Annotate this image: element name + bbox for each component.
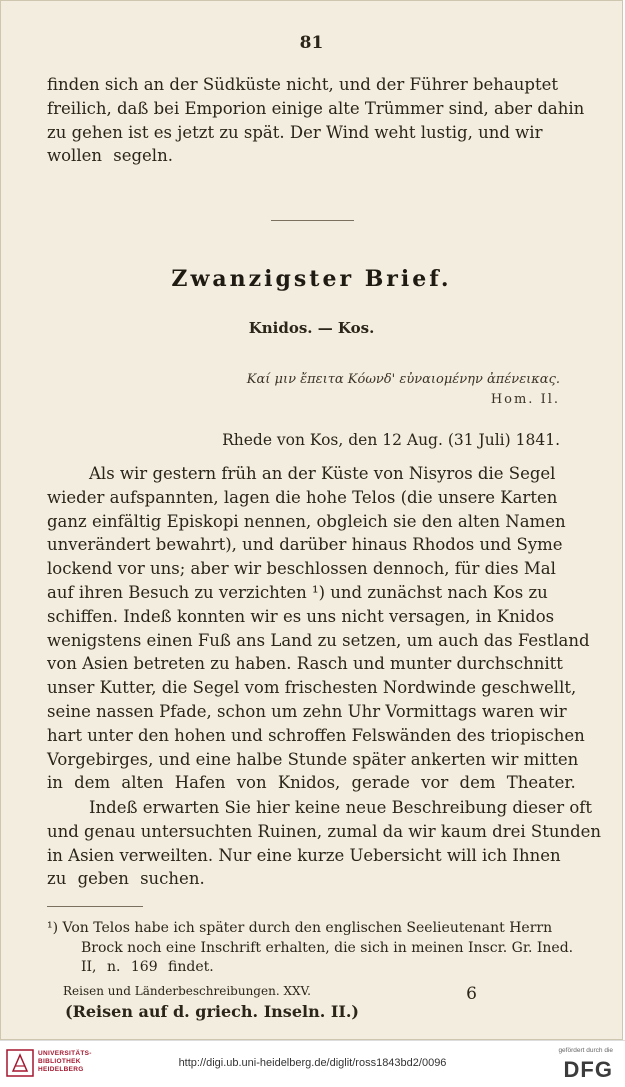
text-line: lockend vor uns; aber wir beschlossen dennoch, für dies Mal — [47, 559, 556, 579]
text-line: freilich, daß bei Emporion einige alte Trümmer sind, aber dahin — [47, 98, 585, 118]
text-line: unverändert bewahrt), und darüber hinaus Rhodos und Syme — [47, 535, 563, 555]
dateline: Rhede von Kos, den 12 Aug. (31 Juli) 1841. — [222, 431, 560, 449]
funded-by-label: gefördert durch die — [558, 1047, 613, 1054]
opening-text — [47, 73, 585, 168]
institution-line: UNIVERSITÄTS- — [38, 1050, 92, 1057]
paragraph-1 — [47, 462, 590, 795]
text-line: auf ihren Besuch zu verzichten ¹) und zunächst nach Kos zu — [47, 582, 548, 602]
text-line: Indeß erwarten Sie hier keine neue Beschreibung dieser oft — [89, 798, 593, 817]
text-line: Vorgebirges, und eine halbe Stunde später ankerten wir mitten — [47, 749, 579, 769]
institution-line: HEIDELBERG — [38, 1066, 84, 1073]
text-line: in dem alten Hafen von Knidos, gerade vor dem Theater. — [47, 773, 576, 793]
text-line: wollen segeln. — [47, 146, 173, 166]
text-line: schiffen. Indeß konnten wir es uns nicht versagen, in Knidos — [47, 606, 555, 626]
signature-mark: 6 — [466, 984, 477, 1004]
series-line: Reisen und Länderbeschreibungen. XXV. — [63, 984, 311, 998]
epigraph-source: Hom. Il. — [490, 392, 560, 407]
dfg-logo: DFG — [563, 1057, 613, 1082]
text-line: unser Kutter, die Segel vom frischesten Nordwinde geschwellt, — [47, 678, 577, 698]
institution-line: BIBLIOTHEK — [38, 1058, 81, 1065]
footnote-divider — [47, 906, 143, 907]
footnote — [47, 919, 572, 978]
footnote-line: Brock noch eine Inschrift erhalten, die sich in meinen Inscr. Gr. Ined. — [81, 939, 574, 956]
document-url[interactable]: http://digi.ub.uni-heidelberg.de/diglit/ross1843bd2/0096 — [178, 1057, 447, 1069]
epigraph: Καί μιν ἔπειτα Κόωνδ' εὐναιομένην ἀπένεικας. — [246, 372, 560, 387]
section-divider — [271, 220, 354, 221]
footnote-line: II, n. 169 findet. — [81, 959, 214, 975]
letter-heading: Zwanzigster Brief. — [171, 266, 452, 292]
text-line: Als wir gestern früh an der Küste von Nisyros die Segel — [89, 464, 556, 483]
text-line: hart unter den hohen und schroffen Felswänden des triopischen — [47, 725, 585, 745]
text-line: finden sich an der Südküste nicht, und der Führer behauptet — [47, 75, 558, 94]
text-line: ganz einfältig Episkopi nennen, obgleich sie den alten Namen — [47, 511, 566, 531]
volume-title: (Reisen auf d. griech. Inseln. II.) — [65, 1002, 359, 1021]
text-line: in Asien verweilten. Nur eine kurze Uebersicht will ich Ihnen — [47, 845, 561, 865]
text-line: seine nassen Pfade, schon um zehn Uhr Vormittags waren wir — [47, 701, 567, 721]
letter-subheading: Knidos. — Kos. — [248, 319, 375, 337]
footnote-line: ¹) Von Telos habe ich später durch den englischen Seelieutenant Herrn — [47, 920, 553, 936]
text-line: zu geben suchen. — [47, 869, 205, 889]
text-line: zu gehen ist es jetzt zu spät. Der Wind weht lustig, und wir — [47, 122, 543, 142]
viewer-footer — [0, 1040, 625, 1087]
text-line: wieder aufspannten, lagen die hohe Telos (die unsere Karten — [47, 487, 558, 507]
page-number: 81 — [299, 33, 324, 53]
text-line: von Asien betreten zu haben. Rasch und munter durchschnitt — [47, 654, 563, 674]
text-line: wenigstens einen Fuß ans Land zu setzen, um auch das Festland — [47, 630, 590, 650]
paragraph-2 — [47, 796, 602, 891]
text-line: und genau untersuchten Ruinen, zumal da wir kaum drei Stunden — [47, 821, 602, 841]
